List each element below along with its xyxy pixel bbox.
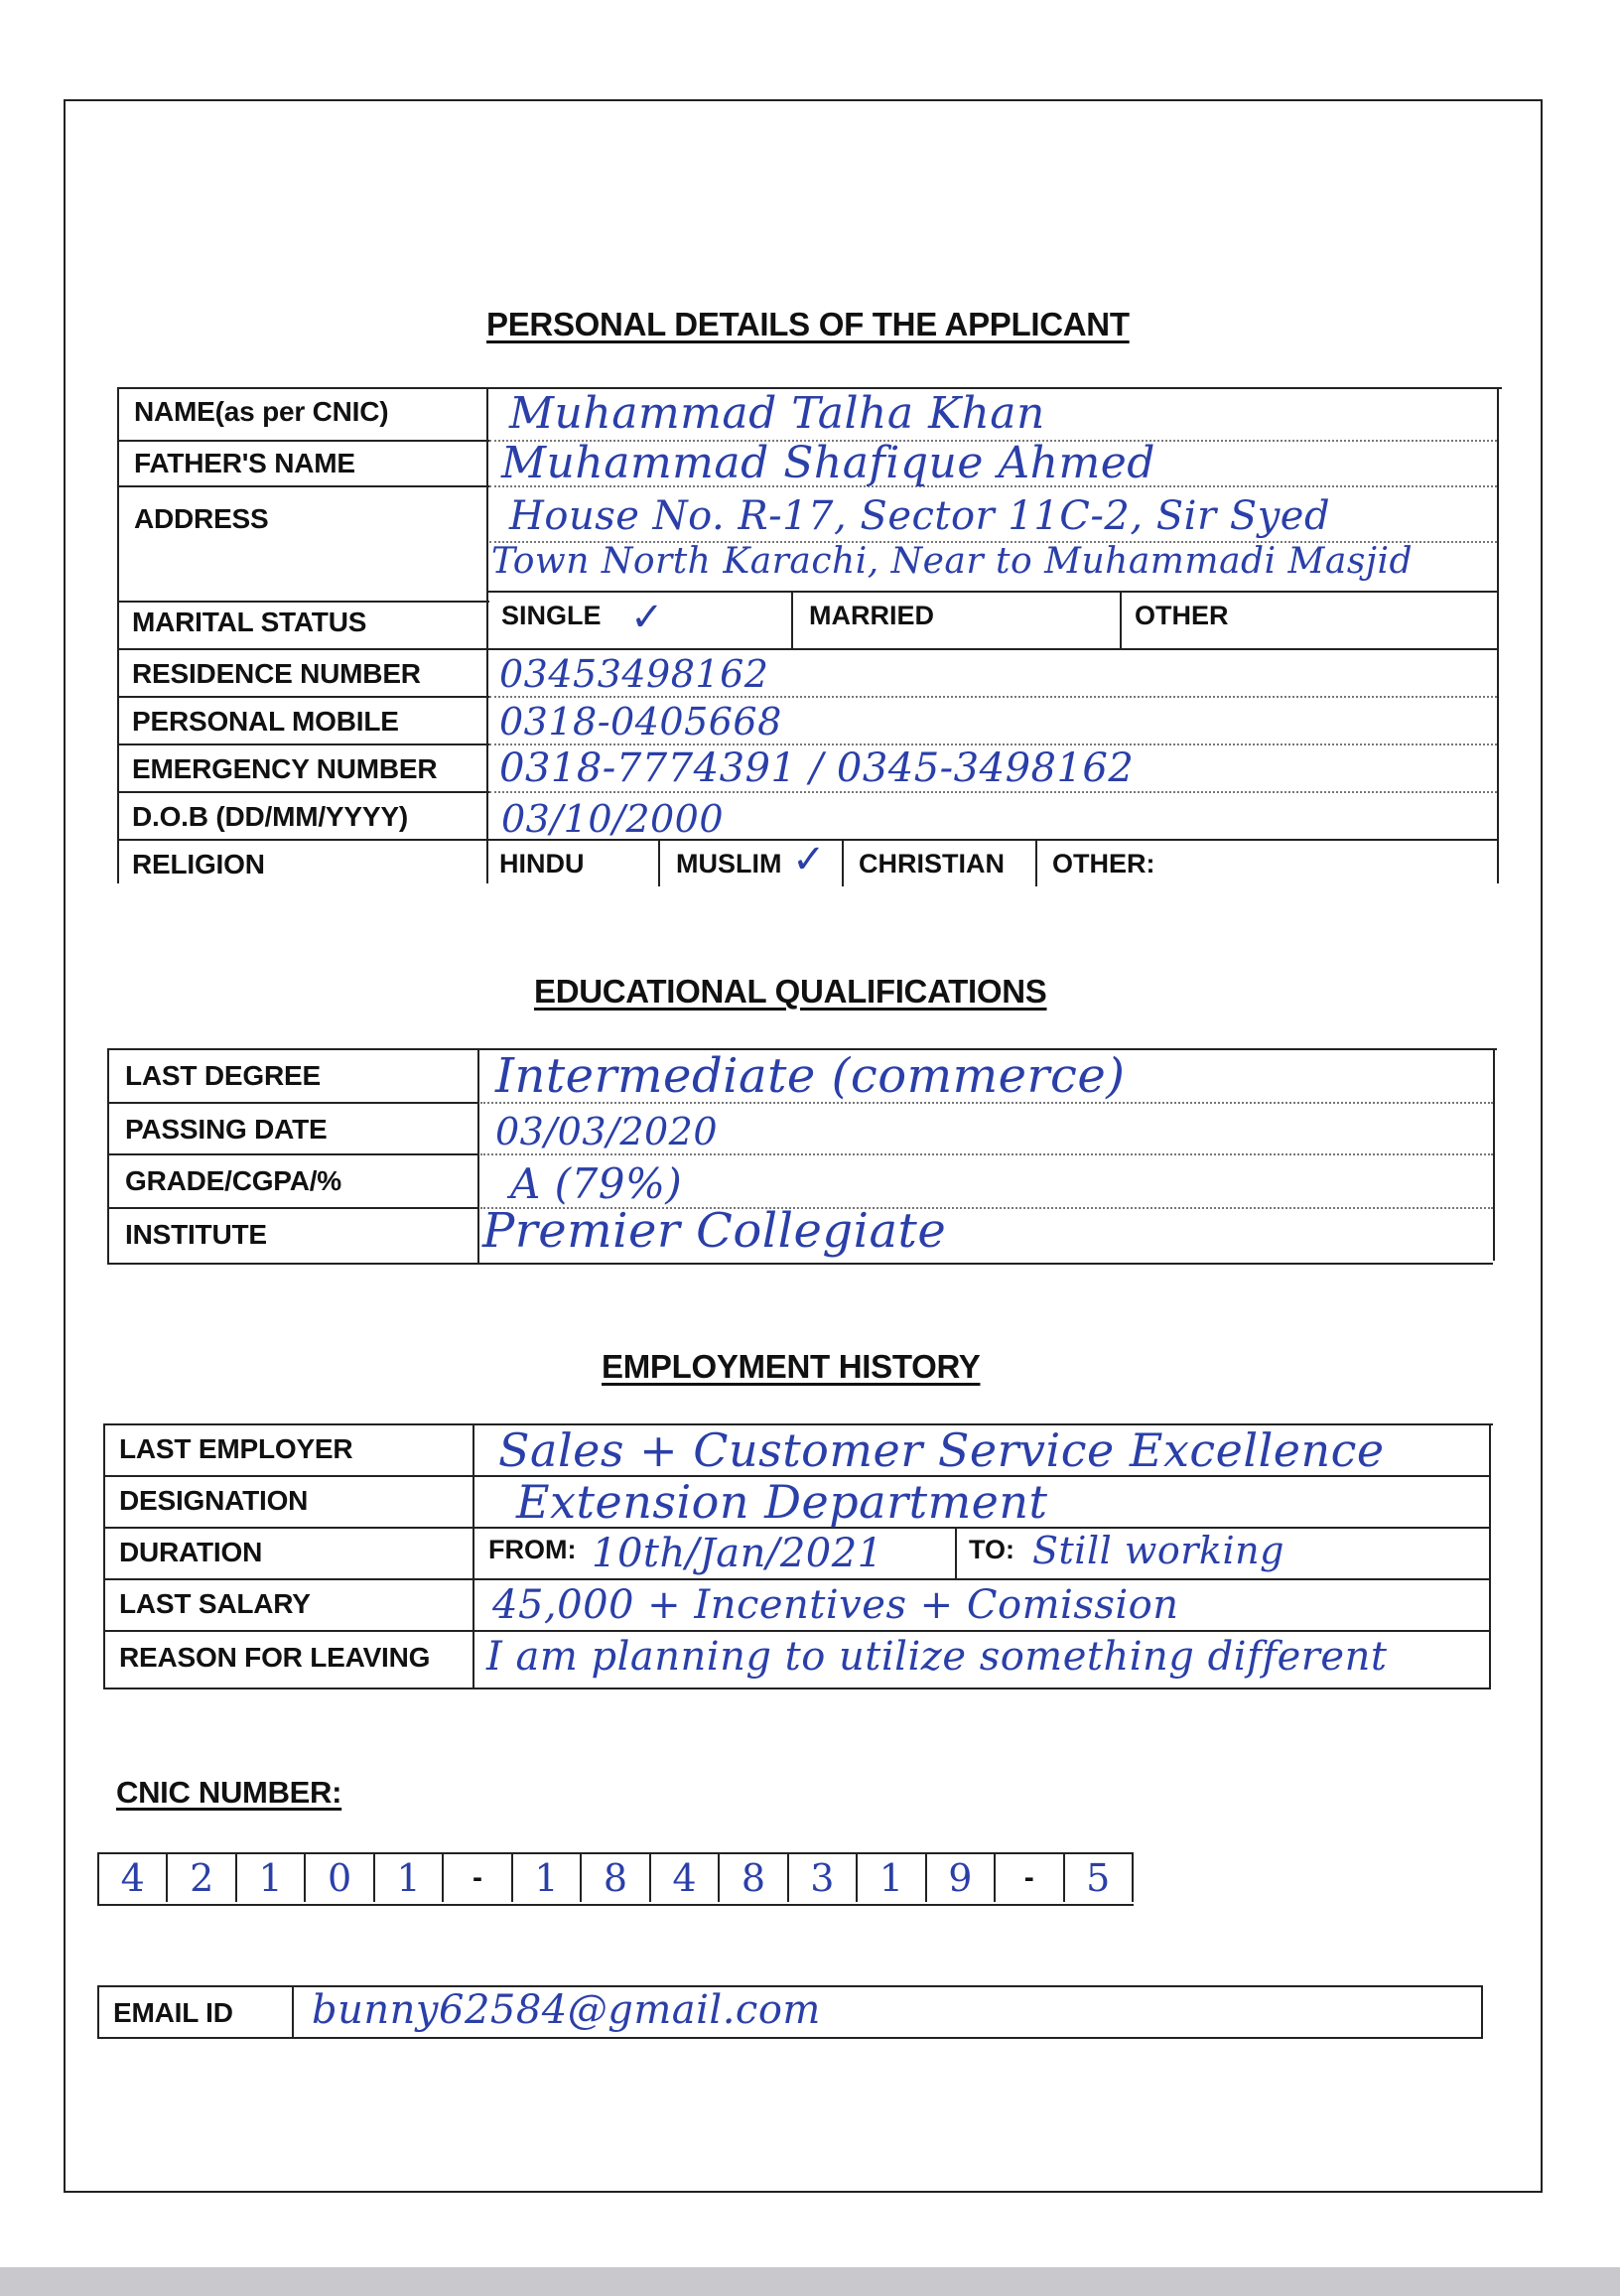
table-border — [1489, 1423, 1491, 1689]
table-border — [791, 591, 793, 648]
religion-option-other[interactable]: OTHER: — [1052, 849, 1155, 878]
table-border — [842, 839, 844, 886]
cnic-digit: 0 — [328, 1856, 352, 1900]
institute-label: INSTITUTE — [125, 1219, 267, 1250]
personal-details-heading: PERSONAL DETAILS OF THE APPLICANT — [486, 306, 1130, 342]
cnic-digit-box — [237, 1854, 306, 1902]
table-border — [107, 1048, 109, 1265]
table-border — [1120, 591, 1122, 648]
cnic-digit: 3 — [810, 1856, 835, 1900]
writing-line — [480, 1153, 1493, 1155]
table-border — [107, 1263, 1493, 1265]
last-degree-value: Intermediate (commerce) — [495, 1048, 1126, 1104]
personal-mobile-label: PERSONAL MOBILE — [132, 706, 399, 737]
last-salary-label: LAST SALARY — [119, 1588, 311, 1619]
cnic-heading: CNIC NUMBER: — [116, 1775, 342, 1810]
to-label: TO: — [969, 1535, 1014, 1564]
employment-heading: EMPLOYMENT HISTORY — [602, 1348, 981, 1385]
cnic-digit: 8 — [603, 1856, 628, 1900]
religion-label: RELIGION — [132, 849, 265, 879]
table-border — [103, 1423, 105, 1689]
table-border — [477, 1048, 479, 1265]
cnic-digit-box — [444, 1854, 512, 1902]
name-value: Muhammad Talha Khan — [509, 388, 1045, 439]
institute-value: Premier Collegiate — [482, 1203, 947, 1259]
cnic-separator: - — [472, 1861, 483, 1894]
scan-edge — [0, 2267, 1620, 2296]
table-border — [955, 1527, 957, 1578]
last-employer-value: Sales + Customer Service Excellence — [498, 1423, 1385, 1477]
table-border — [103, 1630, 1489, 1632]
cnic-digit: 9 — [948, 1856, 973, 1900]
religion-option-muslim[interactable]: MUSLIM — [676, 849, 782, 878]
address-value-line2: Town North Karachi, Near to Muhammadi Masjid — [491, 541, 1414, 582]
marital-option-married[interactable]: MARRIED — [809, 601, 934, 630]
reason-for-leaving-value: I am planning to utilize something different — [486, 1634, 1388, 1680]
father-name-label: FATHER'S NAME — [134, 448, 355, 478]
table-border — [472, 1423, 474, 1689]
designation-label: DESIGNATION — [119, 1485, 309, 1516]
cnic-digit-box — [858, 1854, 926, 1902]
cnic-digit-box — [582, 1854, 650, 1902]
cnic-separator: - — [1023, 1861, 1034, 1894]
table-border — [1035, 839, 1037, 886]
passing-date-value: 03/03/2020 — [495, 1110, 719, 1153]
single-check-mark: ✓ — [630, 596, 664, 639]
grade-label: GRADE/CGPA/% — [125, 1165, 341, 1196]
last-employer-label: LAST EMPLOYER — [119, 1433, 353, 1464]
from-label: FROM: — [488, 1535, 577, 1564]
cnic-digit-box — [513, 1854, 582, 1902]
address-label: ADDRESS — [134, 503, 269, 534]
cnic-digit-box — [789, 1854, 858, 1902]
cnic-digit-box — [375, 1854, 444, 1902]
education-table — [103, 1044, 1503, 1273]
religion-option-christian[interactable]: CHRISTIAN — [859, 849, 1005, 878]
from-value: 10th/Jan/2021 — [592, 1531, 883, 1576]
table-border — [117, 791, 489, 793]
cnic-digit-box — [99, 1854, 168, 1902]
cnic-digit-box — [651, 1854, 720, 1902]
residence-number-value: 03453498162 — [499, 652, 769, 696]
cnic-digit-box — [927, 1854, 996, 1902]
table-border — [117, 743, 489, 745]
cnic-digit: 2 — [190, 1856, 214, 1900]
email-value: bunny62584@gmail.com — [312, 1987, 821, 2033]
personal-details-table — [112, 382, 1502, 903]
table-border — [486, 591, 1499, 593]
cnic-digit-box — [1065, 1854, 1134, 1902]
cnic-digit: 1 — [534, 1856, 559, 1900]
to-value: Still working — [1032, 1529, 1284, 1572]
writing-line — [489, 791, 1497, 793]
email-box — [97, 1985, 1483, 2039]
marital-option-single[interactable]: SINGLE — [501, 601, 602, 630]
table-border — [103, 1578, 1489, 1580]
table-border — [486, 387, 488, 883]
religion-option-hindu[interactable]: HINDU — [499, 849, 585, 878]
table-border — [107, 1207, 479, 1209]
table-border — [107, 1153, 479, 1155]
last-salary-value: 45,000 + Incentives + Comission — [492, 1582, 1179, 1628]
personal-mobile-value: 0318-0405668 — [499, 700, 782, 743]
last-degree-label: LAST DEGREE — [125, 1060, 321, 1091]
residence-number-label: RESIDENCE NUMBER — [132, 658, 421, 689]
employment-table — [99, 1419, 1509, 1697]
table-border — [103, 1688, 1489, 1689]
cnic-digit: 4 — [672, 1856, 697, 1900]
father-name-value: Muhammad Shafique Ahmed — [501, 438, 1155, 488]
marital-option-other[interactable]: OTHER — [1135, 601, 1229, 630]
table-border — [117, 387, 119, 883]
table-border — [658, 839, 660, 886]
cnic-digit: 1 — [878, 1856, 903, 1900]
emergency-number-value: 0318-7774391 / 0345-3498162 — [499, 745, 1135, 791]
table-border — [117, 485, 489, 487]
table-border — [292, 1987, 294, 2037]
cnic-boxes — [97, 1852, 1134, 1906]
cnic-digit-box — [720, 1854, 788, 1902]
cnic-digit: 1 — [258, 1856, 283, 1900]
writing-line — [489, 696, 1497, 698]
name-label: NAME(as per CNIC) — [134, 396, 389, 427]
marital-status-label: MARITAL STATUS — [132, 607, 367, 637]
table-border — [117, 440, 489, 442]
cnic-digit: 8 — [741, 1856, 765, 1900]
dob-value: 03/10/2000 — [501, 797, 725, 841]
emergency-number-label: EMERGENCY NUMBER — [132, 753, 438, 784]
cnic-digit: 4 — [120, 1856, 145, 1900]
cnic-digit-box — [306, 1854, 374, 1902]
table-border — [1497, 387, 1499, 883]
passing-date-label: PASSING DATE — [125, 1114, 328, 1145]
table-border — [1493, 1048, 1495, 1261]
address-value-line1: House No. R-17, Sector 11C-2, Sir Syed — [509, 493, 1331, 539]
cnic-digit: 5 — [1086, 1856, 1111, 1900]
table-border — [117, 648, 1497, 650]
cnic-digit: 1 — [396, 1856, 421, 1900]
muslim-check-mark: ✓ — [792, 838, 826, 881]
grade-value: A (79%) — [510, 1159, 683, 1208]
education-heading: EDUCATIONAL QUALIFICATIONS — [534, 973, 1047, 1010]
table-border — [107, 1102, 479, 1104]
table-border — [117, 696, 489, 698]
cnic-digit-box — [168, 1854, 236, 1902]
designation-value: Extension Department — [516, 1475, 1048, 1529]
cnic-digit-box — [996, 1854, 1064, 1902]
email-label: EMAIL ID — [113, 1997, 233, 2028]
reason-for-leaving-label: REASON FOR LEAVING — [119, 1642, 431, 1673]
duration-label: DURATION — [119, 1537, 263, 1567]
table-border — [117, 601, 489, 603]
dob-label: D.O.B (DD/MM/YYYY) — [132, 801, 408, 832]
